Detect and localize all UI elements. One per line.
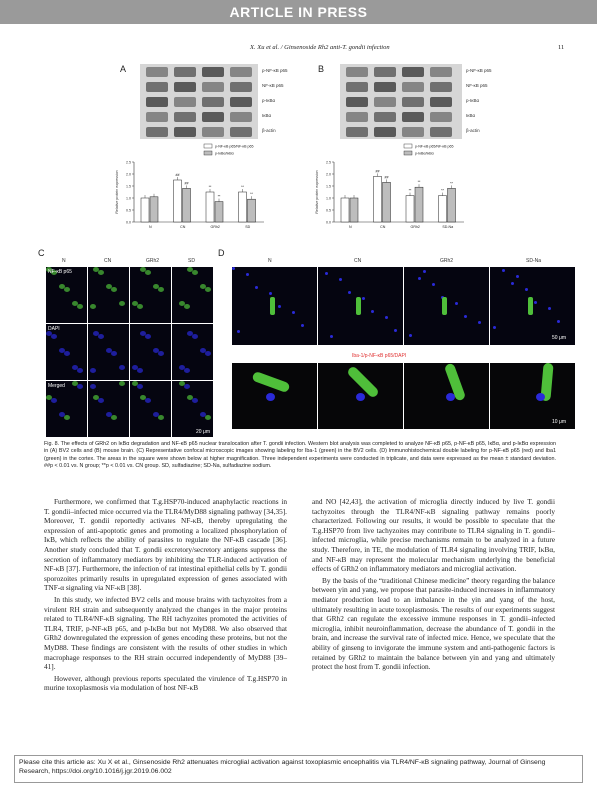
cell-signal [158, 351, 164, 356]
nucleus-signal [269, 292, 272, 295]
blot-label: IκBα [466, 113, 476, 118]
column-label: CN [354, 258, 362, 264]
cell-signal [205, 351, 211, 356]
cell-signal [137, 304, 143, 309]
nucleus-signal [536, 393, 545, 401]
y-tick-label: 1.5 [326, 184, 331, 189]
cell-signal [184, 368, 190, 373]
zoomed-image [404, 363, 489, 429]
nucleus-signal [418, 277, 421, 280]
blot-band [230, 82, 252, 92]
bar [439, 196, 447, 222]
y-tick-label: 2.0 [326, 172, 331, 177]
blot-band [346, 67, 368, 77]
blot-row [140, 124, 258, 140]
row-label: NF-κB p65 [48, 269, 72, 275]
blot-band [402, 82, 424, 92]
cell-signal [111, 351, 117, 356]
blot-row [140, 64, 258, 80]
cell-signal [77, 384, 83, 389]
blot-label: IκBα [262, 113, 272, 118]
blot-band [402, 67, 424, 77]
blot-band [202, 67, 224, 77]
x-tick-label: N [148, 225, 152, 229]
y-tick-label: 0.5 [326, 208, 331, 213]
nucleus-signal [493, 326, 496, 329]
blot-band [230, 97, 252, 107]
y-tick-label: 1.0 [326, 196, 331, 201]
blot-band [430, 127, 452, 137]
bar [383, 182, 391, 222]
y-tick-label: 1.5 [126, 184, 131, 189]
blot-band [402, 127, 424, 137]
blot-label: β-actin [466, 128, 480, 133]
cell-signal [90, 368, 96, 373]
significance-label: ** [217, 194, 221, 199]
blot-band [202, 82, 224, 92]
nucleus-signal [511, 282, 514, 285]
cell-signal [192, 270, 198, 275]
cell-signal [119, 365, 125, 370]
row-label: Merged [48, 383, 65, 389]
cell-signal [184, 384, 190, 389]
cell-signal [158, 287, 164, 292]
blot-band [146, 97, 168, 107]
x-tick-label: CN [180, 225, 186, 229]
cell-signal [98, 334, 104, 339]
bar [341, 198, 349, 222]
nucleus-signal [371, 310, 374, 313]
legend-label: p-IκBα/IκBα [215, 151, 234, 156]
bar [448, 188, 456, 222]
running-title: X. Xu et al. / Ginsenoside Rh2 anti-T. gondii infection [250, 44, 390, 51]
blot-band [430, 97, 452, 107]
blot-band [430, 112, 452, 122]
microscopy-image [46, 381, 87, 437]
nucleus-signal [292, 311, 295, 314]
bar [415, 187, 423, 222]
column-label: GRh2 [440, 258, 454, 264]
scale-bar-label: 10 μm [552, 419, 566, 425]
microscopy-image [88, 381, 129, 437]
significance-label: ## [384, 175, 389, 180]
blot-label: p-NF-κB p65 [262, 68, 288, 73]
microscopy-image [232, 267, 317, 345]
nucleus-signal [557, 320, 560, 323]
blot-band [230, 112, 252, 122]
blot-band [230, 127, 252, 137]
column-label: N [268, 258, 272, 264]
blot-row [340, 94, 462, 110]
blot-band [202, 97, 224, 107]
column-label: CN [104, 258, 112, 264]
significance-label: ** [241, 185, 244, 189]
x-tick-label: CN [380, 225, 386, 229]
western-blot-a [140, 64, 258, 140]
bar [150, 197, 158, 222]
cell-signal [192, 334, 198, 339]
cell-signal [90, 384, 96, 389]
legend-swatch [404, 144, 412, 148]
cell-signal [64, 351, 70, 356]
blot-row [140, 79, 258, 95]
legend-swatch [204, 144, 212, 148]
blot-band [430, 82, 452, 92]
blot-row [340, 64, 462, 80]
y-tick-label: 2.0 [126, 172, 131, 177]
y-axis-label: Relative protein expression [315, 170, 319, 214]
microglia-signal [356, 297, 361, 315]
nucleus-signal [232, 267, 235, 270]
y-tick-label: 2.5 [126, 160, 131, 165]
significance-label: ** [208, 185, 212, 189]
cell-signal [119, 381, 125, 386]
column-label: SD-Na [526, 258, 542, 264]
bar [183, 188, 191, 222]
article-in-press-banner: ARTICLE IN PRESS [0, 0, 597, 24]
y-tick-label: 2.5 [326, 160, 331, 165]
legend-swatch [204, 151, 212, 155]
blot-band [402, 97, 424, 107]
panel-letter-b: B [318, 64, 325, 74]
nucleus-signal [516, 275, 519, 278]
paragraph: By the basis of the “traditional Chinese medicine” theory regarding the balance between yin and yang, we propose that parasite-induced increases in inflammatory mediator production lead to an imbalance in the yin and yang of the host, ultimately resulting in acute toxoplasmosis. The results of our experiments suggest that GRh2 can regulate the excessive immune responses in T. gondii–infected microglia, inhibit neuroinflammation, decrease the abundance of T. gondii in the brain, and increase the survival rate of infected mice. Hence, we speculate that the ability of ginseng to invigorate the immune system and anti-pathogenic factors is retained by GRh2 to maintain the balance between yin and yang and ultimately protect the host from T. gondii infection. [312, 575, 555, 672]
blot-band [174, 97, 196, 107]
nucleus-signal [301, 324, 304, 327]
panel-letter-c: C [38, 248, 45, 258]
blot-row [340, 79, 462, 95]
blot-label: NF-κB p65 [262, 83, 284, 88]
bar [248, 199, 256, 222]
blot-band [374, 67, 396, 77]
microscopy-image [130, 267, 171, 323]
nucleus-signal [394, 329, 397, 332]
blot-band [202, 127, 224, 137]
nucleus-signal [525, 288, 528, 291]
bar [239, 192, 247, 222]
blot-band [174, 112, 196, 122]
significance-label: ## [375, 169, 380, 174]
nucleus-signal [455, 302, 458, 305]
blot-label: p-NF-κB p65 [466, 68, 492, 73]
nucleus-signal [385, 316, 388, 319]
blot-label: p-IκBα [466, 98, 480, 103]
x-tick-label: N [348, 225, 352, 229]
bar [215, 202, 223, 222]
nucleus-signal [266, 393, 275, 401]
bar [350, 198, 358, 222]
microscopy-image [46, 267, 87, 323]
cell-signal [205, 415, 211, 420]
cell-signal [145, 334, 151, 339]
microscopy-image [88, 267, 129, 323]
scale-bar-label: 50 μm [552, 335, 566, 341]
legend-label: p-NF-κB p65/NF-κB p65 [215, 144, 254, 149]
paragraph: Furthermore, we confirmed that T.g.HSP70-induced anaphylactic reactions in T. gondii–infected mice occurred via the TLR4/MyD88 signaling pathway [34,35]. Moreover, T. gondii reportedly activates NF-κB, thereby upregulating the expression of anti-apoptotic genes and promoting a localized phosphorylation of IκB, which reflects the ability of parasites to regulate the NF-κB cascade [36]. Another study concluded that T. gondii excretory/secretory antigens suppress the secretion of inflammatory mediators by inhibiting the TLR-induced activation of NF-κB [37]. Furthermore, the infection of rat intestinal epithelial cells by T. gondii sporozoites primarily results in upregulated expression of genes associated with TNF-α signaling via NF-κB [38]. [44, 497, 287, 593]
paragraph: In this study, we infected BV2 cells and mouse brains with tachyzoites from a virulent RH strain and subsequently analyzed the changes in the major proteins related to TLR4/NF-κB signaling. The RH tachyzoites promoted the activities of TLR4, TRIF, p-NF-κB p65, and p-IκBα but not MyD88. We also observed that GRh2 downregulated the expression of genes encoding these proteins, but not the MyD88. These findings are consistent with the results of other studies in which macrophage responses to the RH strain occurred independently of MyD88 [39–41]. [44, 594, 287, 672]
blot-row [140, 109, 258, 125]
microglia-process [251, 371, 290, 393]
nucleus-signal [348, 291, 351, 294]
column-label: N [62, 258, 66, 264]
blot-band [146, 112, 168, 122]
column-label: SD [188, 258, 195, 264]
y-tick-label: 0.0 [126, 220, 131, 225]
significance-label: ** [408, 188, 412, 193]
blot-label: p-IκBα [262, 98, 276, 103]
row-label: DAPI [48, 326, 60, 332]
microscopy-image [490, 267, 575, 345]
microscopy-image [172, 267, 213, 323]
figure-caption: Fig. 8. The effects of GRh2 on IκBα degradation and NF-κB p65 nuclear translocation after T. gondii infection. Western blot analysis was completed to analyze NF-κB p65, p-NF-κB p65, IκBα, and p-IκBα expression in (A) BV2 cells and (B) mouse brain. (C) Representative confocal microscopic images showing labeling for Iba-1 (green) in the BV2 cells. (D) Immunohistochemical double labeling for p-NF-κB p65 (red) and Iba1 (green) in the cortex. The areas in the square were shown below at higher magnification. Three independent experiments were conducted in triplicate, and data were expressed as the mean ± standard deviation. ##p < 0.01 vs. N group; **p < 0.01 vs. CN group. SD, sulfadiazine; SD-Na, sulfadiazine sodium. [44, 441, 556, 470]
cell-signal [90, 304, 96, 309]
cell-signal [64, 287, 70, 292]
y-tick-label: 1.0 [126, 196, 131, 201]
cell-signal [111, 415, 117, 420]
legend-label: p-NF-κB p65/NF-κB p65 [415, 144, 454, 149]
nucleus-signal [409, 334, 412, 337]
x-tick-label: SD-Na [442, 225, 454, 229]
left-column [44, 497, 287, 693]
nucleus-signal [432, 283, 435, 286]
bar-chart-b [312, 140, 488, 232]
significance-label: ## [175, 173, 180, 177]
blot-band [174, 67, 196, 77]
cell-signal [158, 415, 164, 420]
cell-signal [137, 368, 143, 373]
nucleus-signal [330, 335, 333, 338]
blot-band [402, 112, 424, 122]
nucleus-signal [255, 286, 258, 289]
microscopy-image [130, 381, 171, 437]
zoomed-image [318, 363, 403, 429]
microscopy-image [172, 324, 213, 380]
panel-letter-a: A [120, 64, 127, 74]
paragraph: However, although previous reports speculated the virulence of T.g.HSP70 in murine toxoplasmosis via modulation of host NF-κB [44, 673, 287, 693]
nucleus-signal [325, 272, 328, 275]
blot-row [340, 124, 462, 140]
legend-swatch [404, 151, 412, 155]
cell-signal [192, 398, 198, 403]
bar [406, 196, 414, 222]
significance-label: ** [450, 181, 453, 186]
microscopy-image [88, 324, 129, 380]
significance-label: ## [184, 181, 189, 186]
microscopy-image [404, 267, 489, 345]
blot-band [146, 127, 168, 137]
blot-band [374, 97, 396, 107]
blot-label: NF-κB p65 [466, 83, 488, 88]
significance-label: ** [417, 180, 421, 185]
blot-band [374, 112, 396, 122]
paragraph: and NO [42,43], the activation of microglia directly induced by live T. gondii tachyzoites through the TLR4/NF-κB signaling pathway remains poorly characterized. Following our results, it would be possible to speculate that the T.g.HSP70 from live tachyzoites may contribute to TLR4 signaling in T. gondii–infected microglia, while precise mechanisms remain to be analyzed in a future study. Therefore, in TE, the modulation of TLR4 signaling involving TRIF, IκBα, and NF-κB may represent the molecular mechanism underlying the beneficial effects of GRh2 on inflammatory mediators and microglial activation. [312, 497, 555, 574]
nucleus-signal [548, 307, 551, 310]
blot-band [174, 127, 196, 137]
significance-label: ** [250, 192, 253, 197]
blot-band [346, 112, 368, 122]
microglia-signal [528, 297, 533, 315]
blot-row [140, 94, 258, 110]
blot-label: β-actin [262, 128, 276, 133]
cell-signal [77, 368, 83, 373]
blot-band [430, 67, 452, 77]
cell-signal [98, 398, 104, 403]
cell-signal [51, 334, 57, 339]
bar [174, 180, 182, 222]
blot-band [146, 67, 168, 77]
blot-row [340, 109, 462, 125]
x-tick-label: GRh2 [410, 225, 420, 229]
stain-legend: Iba-1/p-NF-κB p65/DAPI [352, 353, 407, 359]
nucleus-signal [339, 278, 342, 281]
bar-chart-a [112, 140, 288, 232]
nucleus-signal [362, 297, 365, 300]
nucleus-signal [356, 393, 365, 401]
significance-label: ** [441, 188, 444, 193]
blot-band [374, 127, 396, 137]
blot-band [346, 82, 368, 92]
y-tick-label: 0.0 [326, 220, 331, 225]
microglia-signal [442, 297, 447, 315]
zoomed-image [232, 363, 317, 429]
microscopy-image [130, 324, 171, 380]
page-number: 11 [558, 44, 565, 51]
blot-band [146, 82, 168, 92]
nucleus-signal [423, 270, 426, 273]
y-axis-label: Relative protein expression [115, 170, 119, 214]
x-tick-label: GRh2 [210, 225, 220, 229]
microscopy-image [46, 324, 87, 380]
cell-signal [119, 301, 125, 306]
bar [206, 192, 214, 222]
nucleus-signal [237, 330, 240, 333]
blot-band [346, 127, 368, 137]
cell-signal [137, 384, 143, 389]
cell-signal [64, 415, 70, 420]
cell-signal [205, 287, 211, 292]
cell-signal [145, 270, 151, 275]
blot-band [346, 97, 368, 107]
microglia-signal [270, 297, 275, 315]
y-tick-label: 0.5 [126, 208, 131, 213]
nucleus-signal [278, 305, 281, 308]
western-blot-b [340, 64, 462, 140]
legend-label: p-IκBα/IκBα [415, 151, 434, 156]
nucleus-signal [502, 269, 505, 272]
cell-signal [77, 304, 83, 309]
cell-signal [51, 398, 57, 403]
panel-letter-d: D [218, 248, 225, 258]
blot-band [374, 82, 396, 92]
nucleus-signal [246, 273, 249, 276]
nucleus-signal [534, 301, 537, 304]
x-tick-label: SD [245, 225, 251, 229]
bar [374, 176, 382, 222]
nucleus-signal [464, 315, 467, 318]
cell-signal [145, 398, 151, 403]
blot-band [230, 67, 252, 77]
cell-signal [111, 287, 117, 292]
cell-signal [98, 270, 104, 275]
microscopy-image [318, 267, 403, 345]
nucleus-signal [478, 321, 481, 324]
bar [141, 198, 149, 222]
nucleus-signal [446, 393, 455, 401]
right-column [312, 497, 555, 672]
blot-band [174, 82, 196, 92]
scale-bar-label: 20 μm [196, 429, 210, 435]
cell-signal [184, 304, 190, 309]
blot-band [202, 112, 224, 122]
column-label: GRh2 [146, 258, 160, 264]
citation-footer: Please cite this article as: Xu X et al., Ginsenoside Rh2 attenuates microglial activation against toxoplasmic encephalitis via TLR4/NF-κB signaling pathway, Journal of Ginseng Research, https://doi.org/10.1016/j.jgr.2019.06.002 [14, 755, 583, 783]
